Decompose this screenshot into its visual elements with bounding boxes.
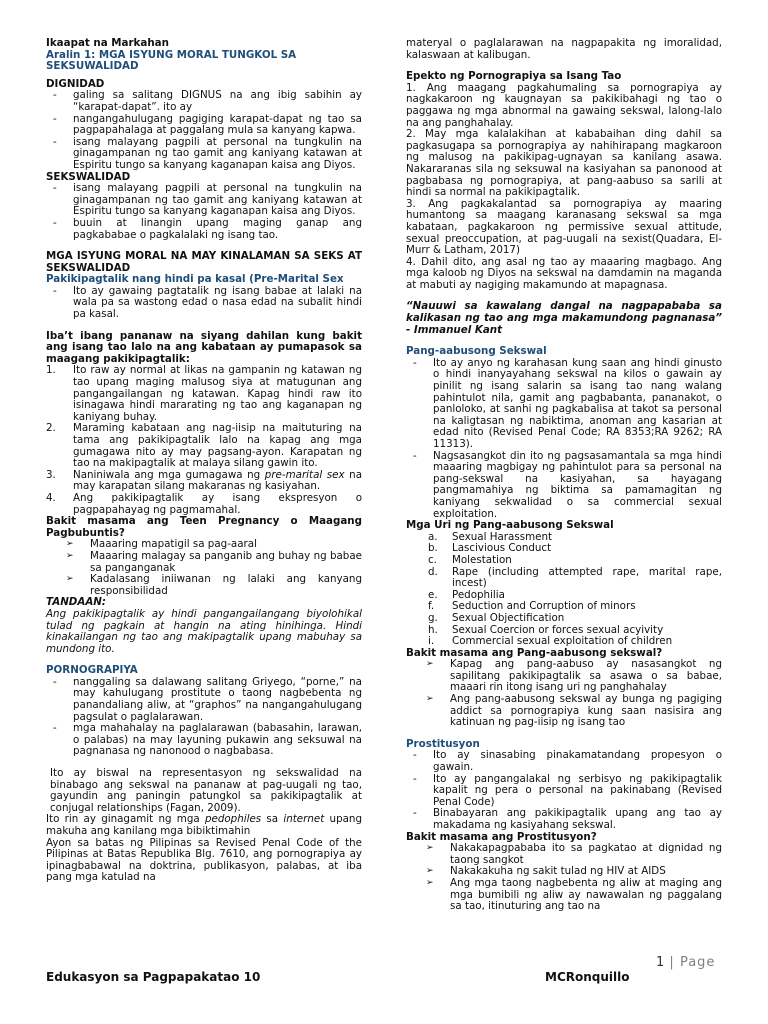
epekto-text: 1. Ang maagang pagkahumaling sa pornograpiya ay nagkakaroon ng kaugnayan sa pakikibahagi ng tao o paggawa ng mga abnormal na gawaing sekswal, lalong-lalo na ang panghahalay. 2. May mga kalalakihan at kababaihan ding dahil sa pagkasugapa sa pornograpiya ay nahihirapang magkaroon ng malusog na pakikipag-ugnayan sa kanilang asawa. Nakararanas sila ng seksuwal na kasiyahan sa panonood at pagbabasa ng pornograpiya, at pang-aabuso sa sarili at hindi sa normal na pakikipagtalik. 3. Ang pagkakalantad sa pornograpiya ay maaring humantong sa maagang karanasang sekswal sa mga kabataan, pagkakaroon ng permissive sexual attitude, sexual preoccupation, at pag-uugali na sexist(Quadara, El-Murr & Latham, 2017) 4. Dahil dito, ang asal ng tao ay maaaring magbago. Ang mga kaloob ng Diyos na sekswal na damdamin na maganda at mabuti ay nagiging makamundo at mapagnasa. [406,81,722,291]
isyu-heading: MGA ISYUNG MORAL NA MAY KINALAMAN SA SEKS AT SEKSWALIDAD [46,250,362,274]
list-item: 4. Ang pakikipagtalik ay isang ekspresyon o pagpapahayag ng pagmamahal. [46,491,362,516]
list-item: ➢ Ang pang-aabusong sekswal ay bunga ng pagiging addict sa pornograpiya kung saan nasisira ang katinuan ng pag-iisip ng isang tao [426,693,722,729]
pananaw-heading: Iba’t ibang pananaw na siyang dahilan kung bakit ang isang tao lalo na ang kabataan ay pumapasok sa maagang pakikipagtalik: [46,329,362,365]
premarital-heading: Pakikipagtalik nang hindi pa kasal (Pre-Marital Sex [46,273,344,286]
arrow-bullet-icon: ➢ [426,694,434,705]
bakit-prost-heading: Bakit masama ang Prostitusyon? [406,830,597,843]
footer-subject: Edukasyon sa Pagpapakatao 10 [46,970,261,984]
prost-heading: Prostitusyon [406,737,480,750]
list-item: - Ito ay gawaing pagtatalik ng isang babae at lalaki na wala pa sa wastong edad o nasa edad na subalit hindi pa kasal. [46,286,362,321]
tandaan-text: Ang pakikipagtalik ay hindi pangangailangang biyolohikal tulad ng pagkain at hangin na ating hinihinga. Hindi kinakailangan ng tao ang makipagtalik upang mabuhay sa mundong ito. [46,607,362,655]
list-item: ➢ Kapag ang pang-aabuso ay nasasangkot ng sapilitang pakikipagtalik sa asawa o sa babae, maaari rin itong isang uri ng panghahalay [426,658,722,694]
bakit-abuso-list [406,659,722,729]
porno-list [46,677,362,758]
porno-paragraph-2: Ito rin ay ginagamit ng mga pedophiles sa internet upang makuha ang kanilang mga bibiktimahin [46,813,362,837]
list-item: b. Lascivious Conduct [428,542,552,555]
list-item: i. Commercial sexual exploitation of children [428,635,673,648]
list-item: - mga mahahalay na paglalarawan (babasahin, larawan, o palabas) na may layuning pukawin ang seksuwal na pagnanasa ng nanonood o nagbabasa. [46,723,362,758]
list-item: - nangangahulugang pagiging karapat-dapat ng tao sa pagpapahalaga at paggalang mula sa kanyang kapwa. [46,114,362,137]
right-column [406,38,722,913]
list-item: ➢ Maaaring mapatigil sa pag-aaral [66,538,257,551]
list-item: g. Sexual Objectification [428,611,565,624]
list-item: - isang malayang pagpili at personal na tungkulin na ginagampanan ng tao gamit ang kaniyang katawan at Espiritu tungo sa kanyang kaganapan kaisa ang Diyos. [46,137,362,172]
list-item: - isang malayang pagpili at personal na tungkulin na ginagampanan ng tao gamit ang kaniyang katawan at Espiritu tungo sa kanyang kaganapan kaisa ang Diyos. [46,183,362,218]
list-item: - Ito ay anyo ng karahasan kung saan ang hindi ginusto o hindi inanyayahang sekswal na kilos o gawain ay pinilit ng isang salarin sa isang tao nang walang pahintulot nila, gamit ang pagbabanta, pananakot, o panloloko, at sanhi ng pagkabalisa at takot sa personal na kaligtasan ng nabiktima, anoman ang kasarian at edad nito (Revised Penal Code; RA 8353;RA 9262; RA 11313). [406,358,722,451]
porno-heading: PORNOGRAPIYA [46,664,138,677]
list-item: 3. Naniniwala ang mga gumagawa ng pre-marital sex na may karapatan silang makaranas ng kasiyahan. [46,468,363,493]
continued-text: materyal o paglalarawan na nagpapakita ng imoralidad, kalaswaan at kalibugan. [406,37,722,61]
dignidad-heading: DIGNIDAD [46,77,105,90]
list-item: - nanggaling sa dalawang salitang Griyego, “porne,” na may kahulugang prostitute o taong nagbebenta ng panandaliang aliw, at “graphos” na nangangahulugang pagsulat o paglalarawan. [46,677,362,723]
porno-paragraph-1: Ito ay biswal na representasyon ng sekswalidad na binabago ang sekswal na pananaw at pag-uugali ng tao, gayundin ang paningin patungkol sa pakikipagtalik at conjugal relationships (Fagan, 2009). [50,767,362,814]
uri-heading: Mga Uri ng Pang-aabusong Sekswal [406,519,614,532]
list-item: - Ito ay sinasabing pinakamatandang propesyon o gawain. [406,750,722,773]
footer-author: MCRonquillo [545,970,630,984]
arrow-bullet-icon: ➢ [426,659,434,670]
porno-paragraph-3: Ayon sa batas ng Pilipinas sa Revised Penal Code of the Pilipinas at Batas Republika Blg. 7610, ang pornograpiya ay ipinagbabawal na doktrina, publikasyon, palabas, at iba pang mga katulad na [46,836,362,884]
list-item: - Ito ay pangangalakal ng serbisyo ng pakikipagtalik kapalit ng pera o personal na pakinabang (Revised Penal Code) [406,774,722,809]
list-item: - buuin at linangin upang maging ganap ang pagkababae o pagkalalaki ng isang tao. [46,218,362,241]
kant-quote: “Nauuwi sa kawalang dangal na nagpapababa sa kalikasan ng tao ang mga makamundong pagnanasa” - Immanuel Kant [406,300,722,336]
lesson-title: Aralin 1: MGA ISYUNG MORAL TUNGKOL SA SEKSUWALIDAD [46,48,297,73]
arrow-bullet-icon: ➢ [426,843,434,854]
left-column [46,38,362,884]
list-item: ➢ Maaaring malagay sa panganib ang buhay ng babae sa panganganak [66,549,362,574]
list-item: - galing sa salitang DIGNUS na ang ibig sabihin ay “karapat-dapat”. ito ay [46,90,362,113]
list-item: ➢ Nakakakuha ng sakit tulad ng HIV at AIDS [426,865,666,878]
tandaan-heading: TANDAAN: [46,596,107,609]
list-item: a. Sexual Harassment [428,530,553,543]
bakit-abuso-heading: Bakit masama ang Pang-aabusong sekswal? [406,646,663,659]
quarter-title: Ikaapat na Markahan [46,37,169,49]
prost-list [406,750,722,831]
list-item: e. Pedophilia [428,588,505,601]
pananaw-list [46,365,362,516]
arrow-bullet-icon: ➢ [66,574,74,585]
bakit-prost-list [406,843,722,913]
list-item: - Binabayaran ang pakikipagtalik upang ang tao ay makadama ng kasiyahang sekswal. [406,808,722,831]
epekto-heading: Epekto ng Pornograpiya sa Isang Tao [406,70,622,83]
list-item: c. Molestation [428,553,512,566]
teen-heading: Bakit masama ang Teen Pregnancy o Maagang Pagbubuntis? [46,515,362,539]
list-item: 1. Ito raw ay normal at likas na gampanin ng katawan ng tao upang maging malusog siya at matugunan ang pangangailangan ng katawan. Kapag hindi raw ito isinagawa hindi mararating ng tao ang kaganapan ng kaniyang buhay. [46,364,362,423]
seksuwalidad-heading: SEKSWALIDAD [46,170,131,183]
arrow-bullet-icon: ➢ [426,866,434,877]
list-item: h. Sexual Coercion or forces sexual acyivity [428,623,664,636]
list-item: d. Rape (including attempted rape, marital rape, incest) [428,565,722,590]
list-item: ➢ Kadalasang iniiwanan ng lalaki ang kanyang responsibilidad [66,573,362,597]
arrow-bullet-icon: ➢ [66,539,74,550]
dignidad-list [46,90,362,171]
abuso-list [406,358,722,520]
list-item: ➢ Ang mga taong nagbebenta ng aliw at maging ang mga bumibili ng aliw ay nawawalan ng paggalang sa tao, itinuturing ang tao na [426,876,722,913]
teen-list [46,539,362,597]
abuso-heading: Pang-aabusong Sekswal [406,345,547,358]
uri-list [406,532,722,648]
seksuwalidad-list [46,183,362,241]
arrow-bullet-icon: ➢ [426,877,434,888]
list-item: f. Seduction and Corruption of minors [428,600,636,613]
list-item: ➢ Nakakapagpababa ito sa pagkatao at dignidad ng taong sangkot [426,842,722,866]
list-item: 2. Maraming kabataan ang nag-iisip na maituturing na tama ang pakikipagtalik lalo na kapag ang mga gumagawa nito ay may pagsang-ayon. Karapatan ng tao na makipagtalik at malaya silang gawin ito. [46,422,362,470]
arrow-bullet-icon: ➢ [66,550,74,561]
page-number: 1 | Page [656,955,716,970]
list-item: - Nagsasangkot din ito ng pagsasamantala sa mga hindi maaaring magbigay ng pahintulot para sa personal na pang-sekswal na kasiyahan, sa hayagang pangmamahiya ng biktima sa pamamagitan ng kaniyang sekwalidad o sa commercial sexual exploitation. [406,451,722,521]
premarital-list [46,286,362,321]
